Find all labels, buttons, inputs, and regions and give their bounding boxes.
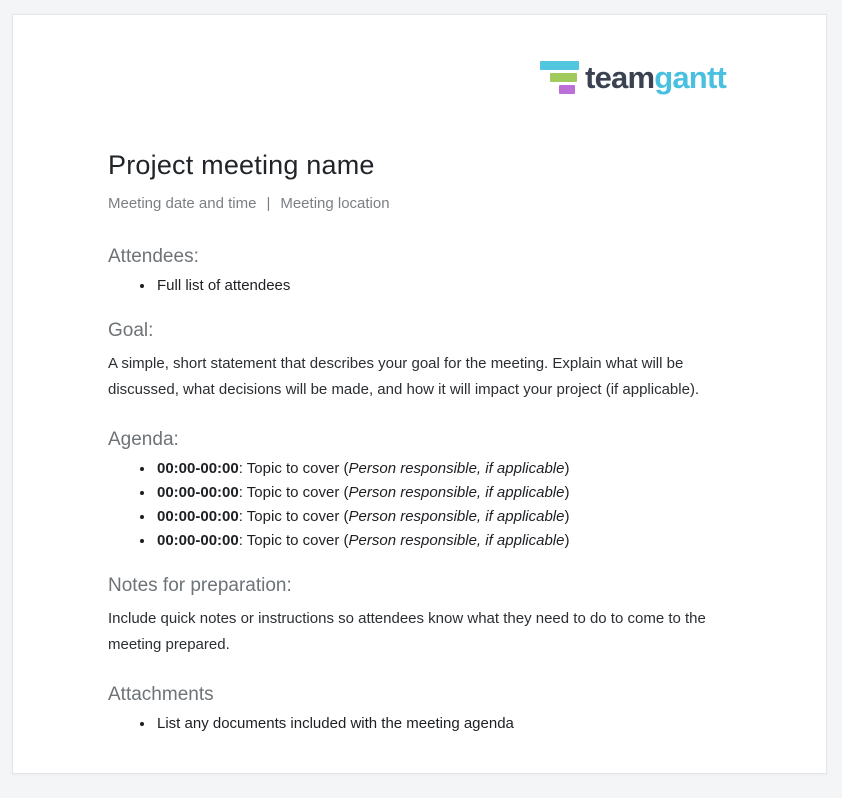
gantt-bar-bottom bbox=[559, 85, 575, 94]
attachments-list bbox=[108, 715, 726, 732]
section-goal bbox=[108, 320, 726, 403]
agenda-item bbox=[155, 532, 726, 549]
gantt-bar-top bbox=[540, 61, 579, 70]
meta-divider: | bbox=[266, 195, 271, 212]
wordmark-gantt: gantt bbox=[654, 60, 726, 95]
agenda-topic: : Topic to cover ( bbox=[238, 508, 349, 525]
agenda-person: Person responsible, if applicable bbox=[348, 508, 565, 525]
teamgantt-logo bbox=[540, 61, 726, 94]
attendees-heading: Attendees: bbox=[108, 246, 199, 267]
agenda-close: ) bbox=[564, 460, 570, 477]
page-title: Project meeting name bbox=[108, 150, 375, 180]
meeting-datetime: Meeting date and time bbox=[108, 195, 257, 212]
agenda-close: ) bbox=[564, 532, 570, 549]
goal-body: A simple, short statement that describes your goal for the meeting. Explain what will be discussed, what decisions will be made, and how it will impact your project (if applicable). bbox=[108, 355, 700, 398]
agenda-time: 00:00-00:00 bbox=[157, 484, 239, 501]
teamgantt-wordmark bbox=[585, 62, 726, 93]
agenda-close: ) bbox=[564, 484, 570, 501]
agenda-person: Person responsible, if applicable bbox=[348, 484, 565, 501]
section-attachments bbox=[108, 684, 726, 732]
section-notes bbox=[108, 575, 726, 658]
document-content bbox=[13, 15, 826, 798]
agenda-close: ) bbox=[564, 508, 570, 525]
meeting-meta bbox=[108, 195, 726, 212]
agenda-list bbox=[108, 460, 726, 549]
agenda-time: 00:00-00:00 bbox=[157, 460, 239, 477]
agenda-heading: Agenda: bbox=[108, 429, 179, 450]
notes-body: Include quick notes or instructions so attendees know what they need to do to come to the meeting prepared. bbox=[108, 610, 706, 653]
wordmark-team: team bbox=[585, 60, 655, 95]
list-item: • Full list of attendees bbox=[155, 277, 726, 294]
agenda-person: Person responsible, if applicable bbox=[348, 532, 565, 549]
notes-heading: Notes for preparation: bbox=[108, 575, 292, 596]
agenda-time: 00:00-00:00 bbox=[157, 532, 239, 549]
logo-row bbox=[108, 61, 726, 94]
agenda-person: Person responsible, if applicable bbox=[348, 460, 565, 477]
gantt-bars-icon bbox=[540, 61, 579, 94]
attendees-list bbox=[108, 277, 726, 294]
agenda-item bbox=[155, 484, 726, 501]
agenda-topic: : Topic to cover ( bbox=[238, 532, 349, 549]
section-agenda bbox=[108, 429, 726, 549]
attachments-heading: Attachments bbox=[108, 684, 214, 705]
goal-heading: Goal: bbox=[108, 320, 154, 341]
agenda-time: 00:00-00:00 bbox=[157, 508, 239, 525]
agenda-topic: : Topic to cover ( bbox=[238, 484, 349, 501]
list-item: • List any documents included with the meeting agenda bbox=[155, 715, 726, 732]
section-attendees bbox=[108, 246, 726, 294]
gantt-bar-middle bbox=[550, 73, 577, 82]
agenda-topic: : Topic to cover ( bbox=[238, 460, 349, 477]
meeting-location: Meeting location bbox=[280, 195, 390, 212]
agenda-item bbox=[155, 460, 726, 477]
document-page bbox=[12, 14, 827, 774]
agenda-item bbox=[155, 508, 726, 525]
